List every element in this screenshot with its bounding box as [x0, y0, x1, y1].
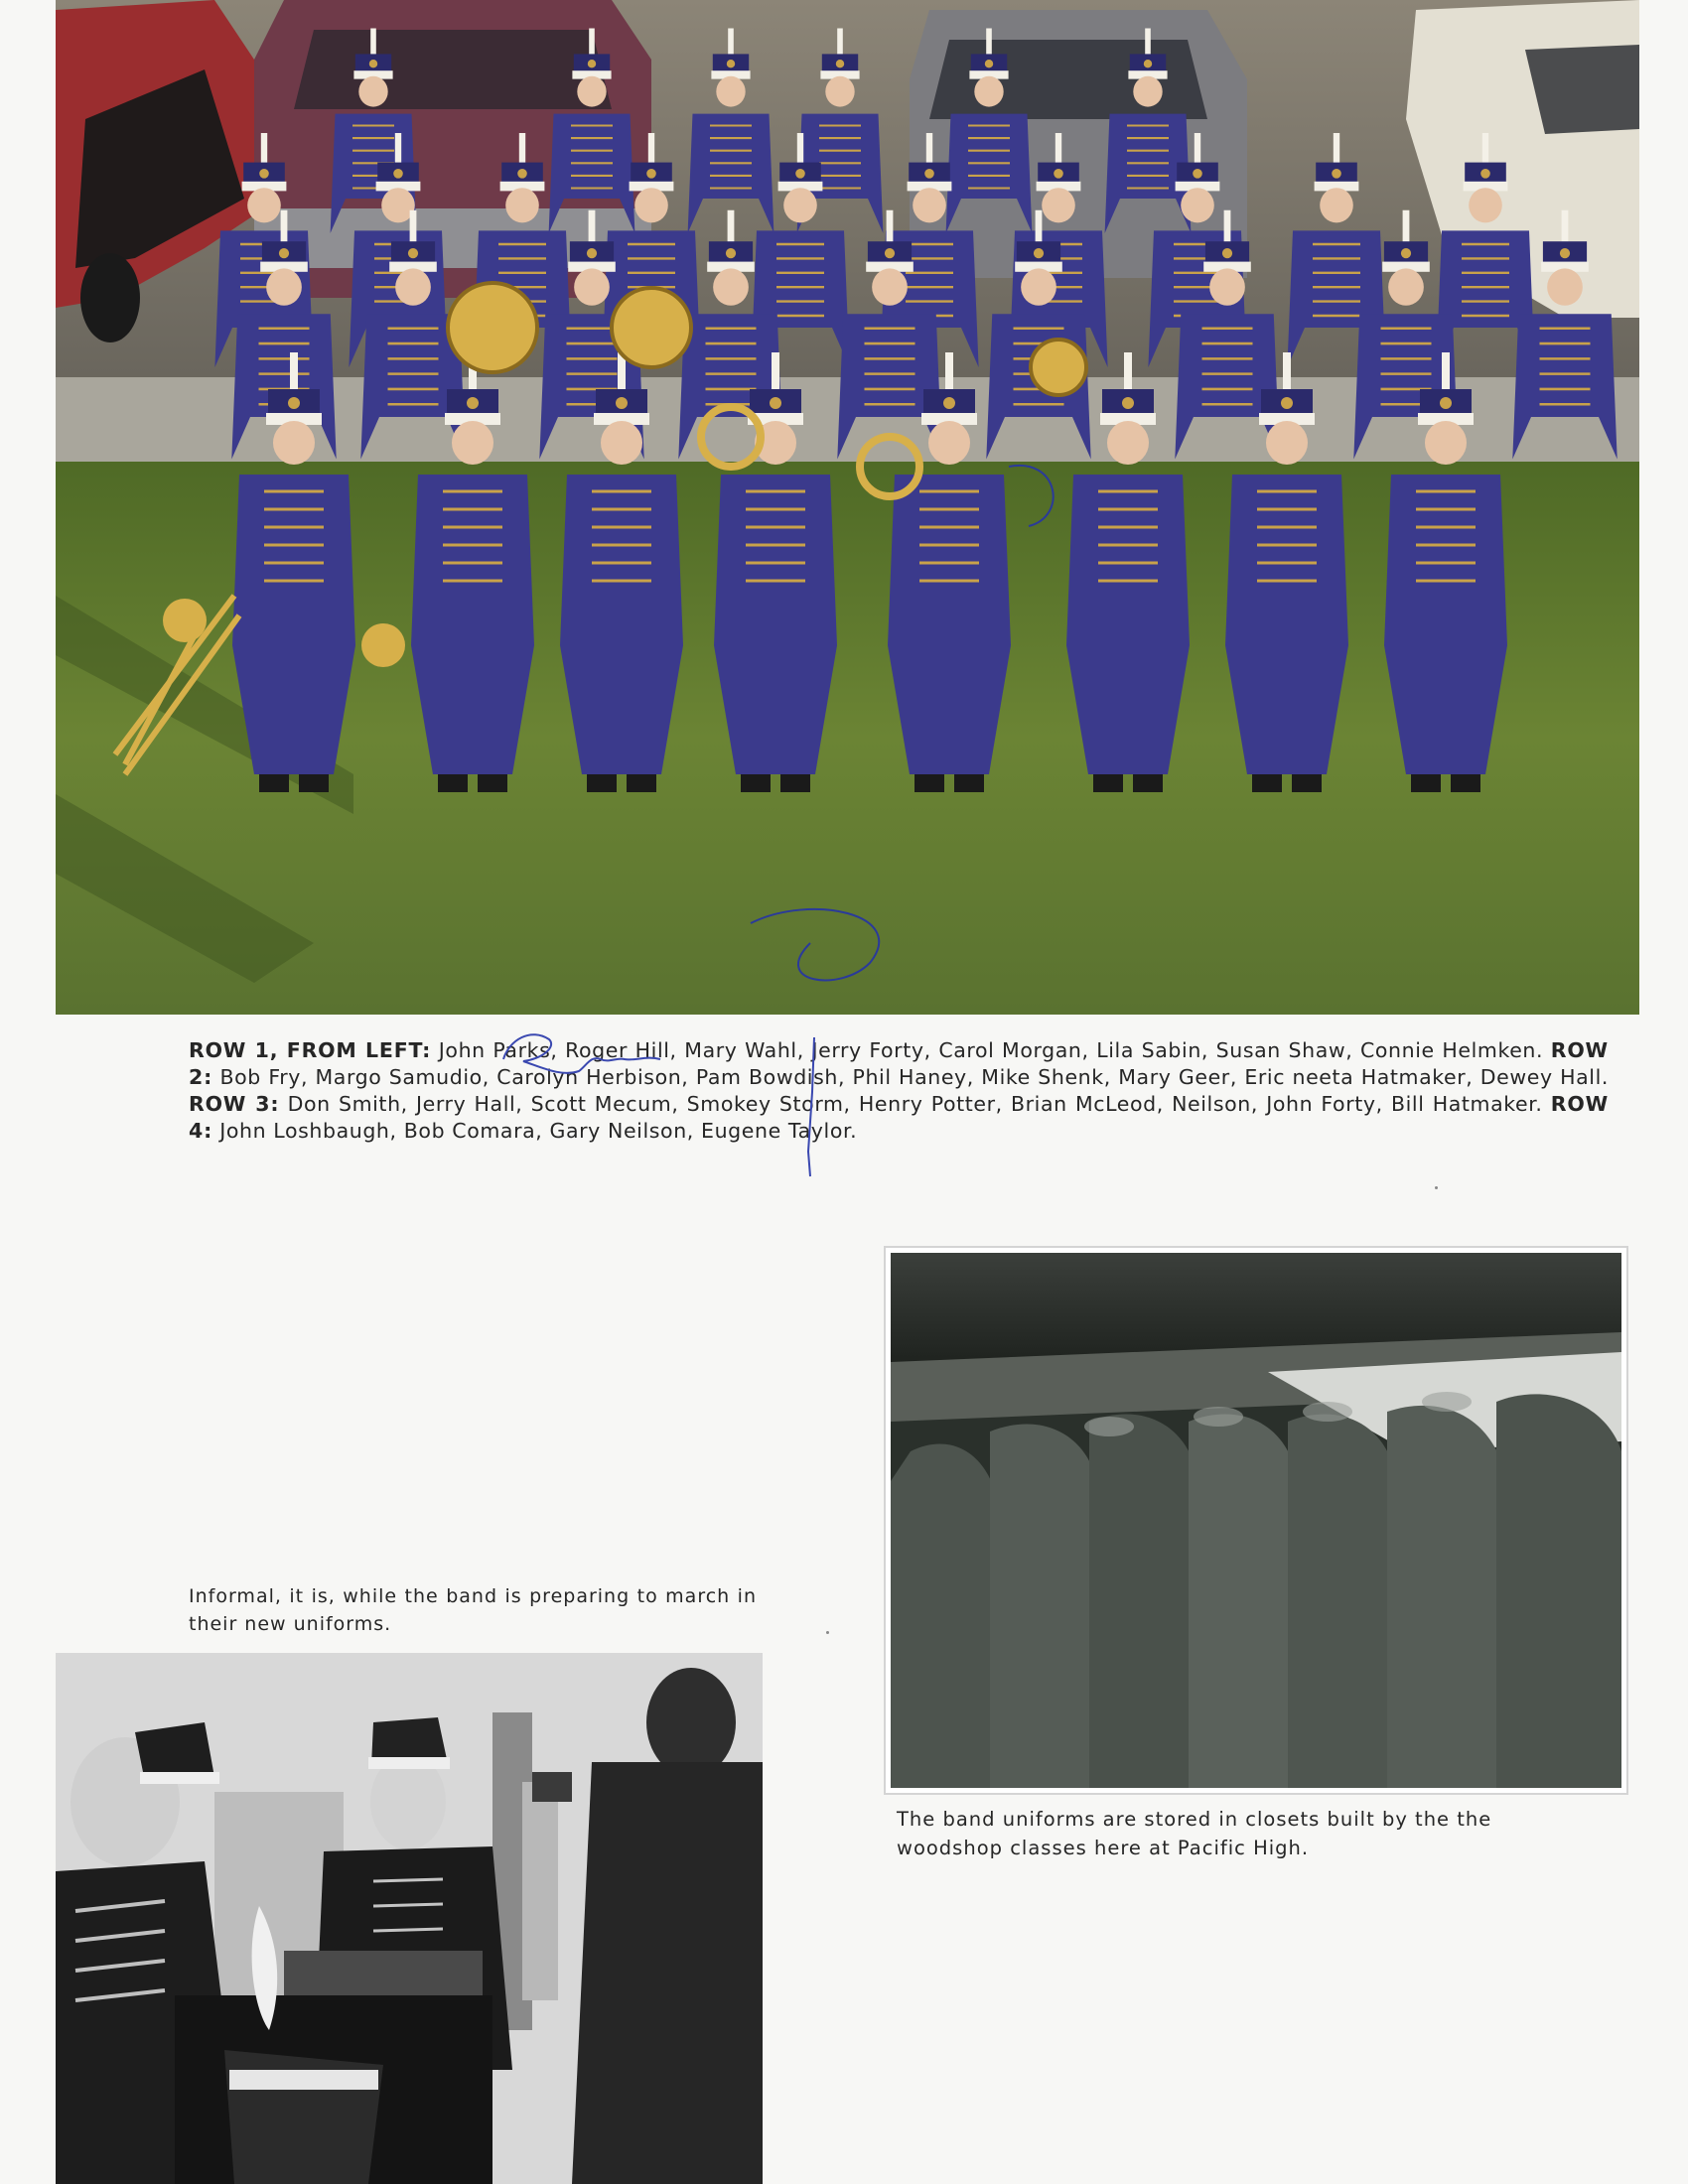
trombone-bell [163, 599, 207, 642]
row4-names: John Loshbaugh, Bob Comara, Gary Neilson, Eugene Taylor. [219, 1119, 858, 1143]
tuba-bell [612, 288, 691, 367]
band-preparing-photo [56, 1653, 763, 2184]
print-speck [826, 1631, 829, 1634]
trombone-bell [361, 623, 405, 667]
handwritten-ink-mark [492, 1020, 670, 1139]
closet-caption: The band uniforms are stored in closets built by the the woodshop classes here at Pacific High. [897, 1808, 1492, 1859]
print-speck [1435, 1186, 1438, 1189]
row1-label: ROW 1, FROM LEFT: [189, 1038, 432, 1062]
marching-band-group-photo [56, 0, 1639, 1015]
informal-caption: Informal, it is, while the band is preparing to march in their new uniforms. [189, 1585, 757, 1635]
band-roster-caption [189, 1037, 1609, 1145]
uniform-closet-photo [884, 1246, 1628, 1795]
row2-label: ROW 2: [189, 1038, 1609, 1089]
row3-names: Don Smith, Jerry Hall, Scott Mecum, Smokey Storm, Henry Potter, Brian McLeod, Neilson, John Forty, Bill Hatmaker. [287, 1092, 1543, 1116]
tuba-bell [1031, 340, 1086, 395]
row2-names: Bob Fry, Margo Samudio, Carolyn Herbison, Pam Bowdish, Phil Haney, Mike Shenk, Mary Geer, Eric neeta Hatmaker, Dewey Hall. [219, 1065, 1609, 1089]
row1-names: John Parks, Roger Hill, Mary Wahl, Jerry Forty, Carol Morgan, Lila Sabin, Susan Shaw, Connie Helmken. [438, 1038, 1544, 1062]
handwritten-line-mark [784, 1032, 844, 1181]
row3-label: ROW 3: [189, 1092, 280, 1116]
tuba-bell [448, 283, 537, 372]
row4-label: ROW 4: [189, 1092, 1609, 1143]
